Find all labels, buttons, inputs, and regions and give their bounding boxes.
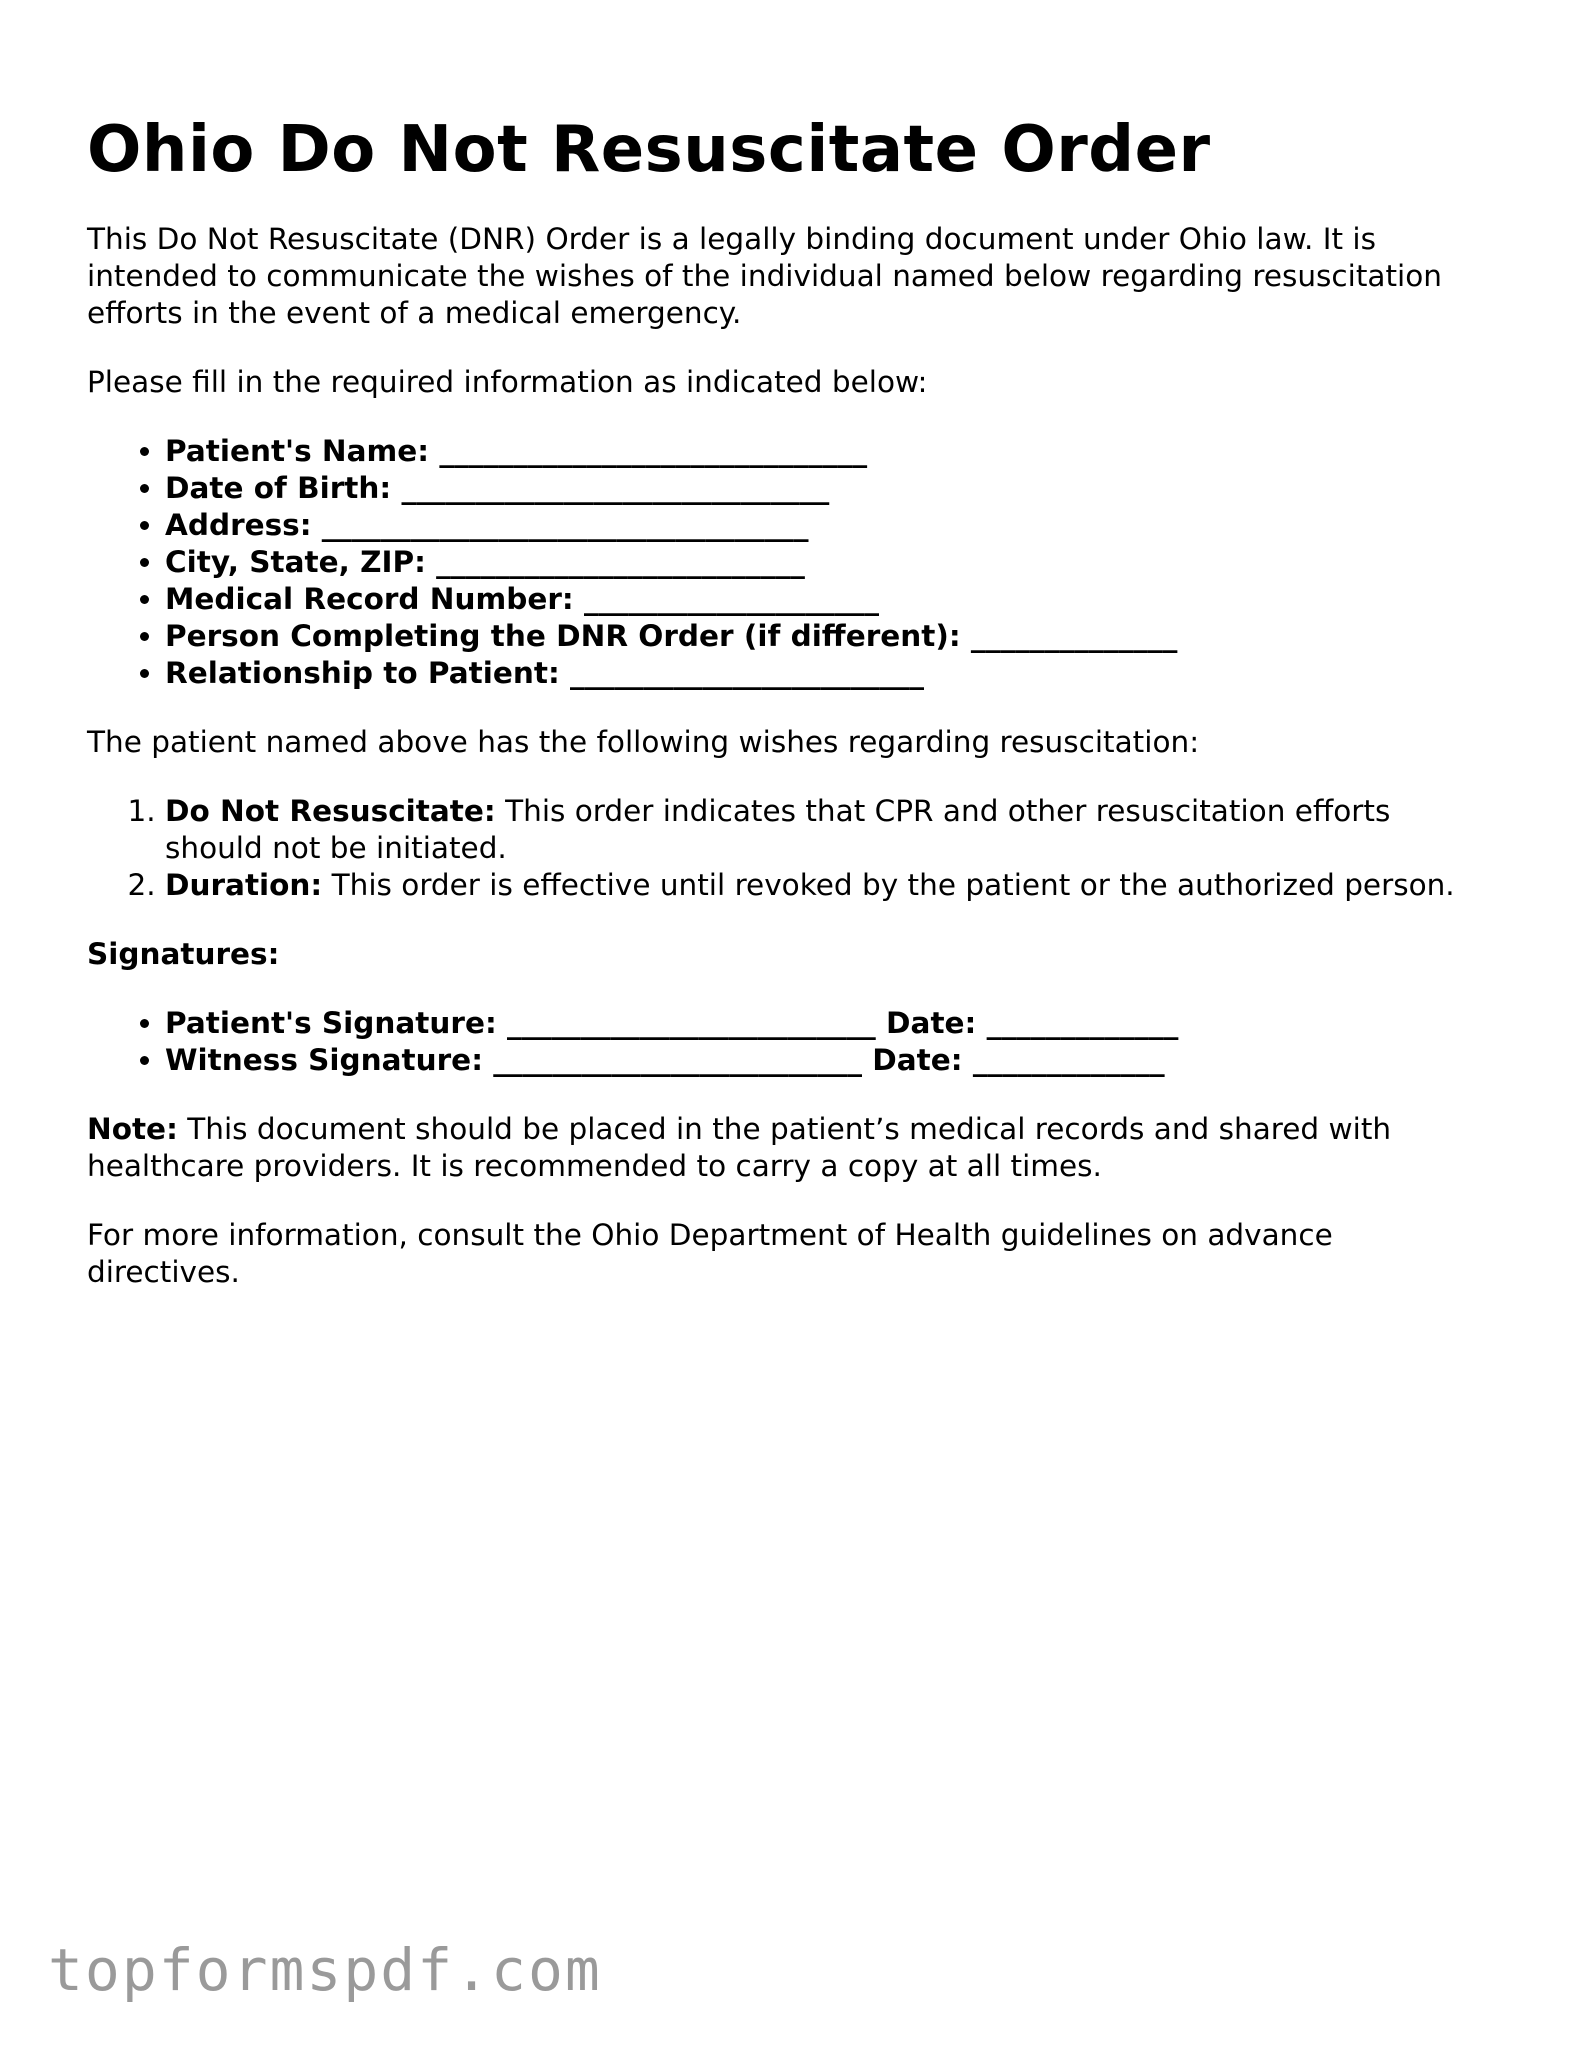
intro-paragraph: This Do Not Resuscitate (DNR) Order is a legally binding document under Ohio law. It is intended to communicate the wishes of the individual named below regarding resuscitation efforts in the event of a medical emergency. — [87, 222, 1442, 330]
signatures-list — [87, 1005, 1487, 1079]
wish-item-dnr — [165, 793, 1487, 867]
signature-patient: • Patient's Signature: _________________________ Date: _____________ — [165, 1005, 1487, 1042]
field-date-of-birth: • Date of Birth: _____________________________ — [165, 470, 1487, 507]
watermark: topformspdf.com — [48, 1936, 602, 2004]
wishes-intro-paragraph: The patient named above has the following wishes regarding resuscitation: — [87, 725, 1200, 759]
field-city-state-zip: • City, State, ZIP: _________________________ — [165, 544, 1487, 581]
document-page — [87, 105, 1487, 1323]
signatures-heading: Signatures: — [87, 937, 280, 971]
wish-label: Do Not Resuscitate: — [165, 794, 496, 828]
field-medical-record-number: • Medical Record Number: ____________________ — [165, 581, 1487, 618]
wishes-list — [87, 793, 1487, 904]
patient-info-list — [87, 433, 1487, 692]
field-relationship: • Relationship to Patient: ________________________ — [165, 655, 1487, 692]
signature-witness: • Witness Signature: _________________________ Date: _____________ — [165, 1042, 1487, 1079]
wish-text: This order indicates that CPR and other resuscitation efforts should not be initiated. — [165, 794, 1391, 865]
document-title: Ohio Do Not Resuscitate Order — [87, 113, 1211, 187]
wish-text: This order is effective until revoked by the patient or the authorized person. — [322, 868, 1455, 902]
footer-paragraph: For more information, consult the Ohio Department of Health guidelines on advance directives. — [87, 1218, 1333, 1289]
wish-item-duration — [165, 867, 1487, 904]
field-person-completing: • Person Completing the DNR Order (if different): ______________ — [165, 618, 1487, 655]
instruction-paragraph: Please fill in the required information as indicated below: — [87, 365, 928, 399]
note-text: This document should be placed in the patient’s medical records and shared with healthcare providers. It is recommended to carry a copy at all times. — [87, 1112, 1392, 1183]
note-label: Note: — [87, 1112, 178, 1146]
note-paragraph — [87, 1111, 1487, 1185]
wish-label: Duration: — [165, 868, 323, 902]
field-address: • Address: _________________________________ — [165, 507, 1487, 544]
field-patient-name: • Patient's Name: _____________________________ — [165, 433, 1487, 470]
